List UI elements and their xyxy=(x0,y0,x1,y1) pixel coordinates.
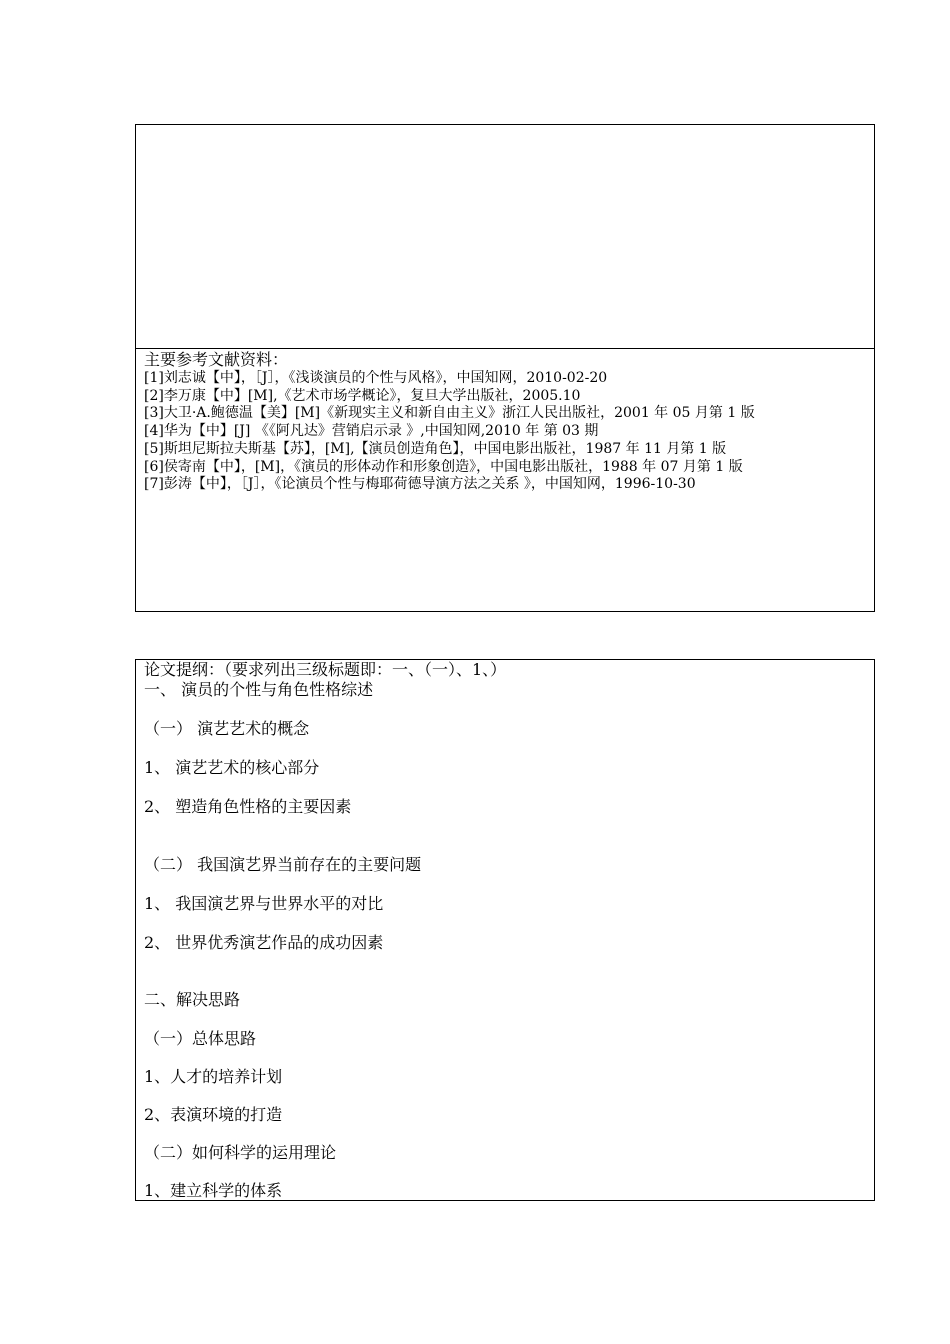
outline-level2: （一）总体思路 xyxy=(144,1029,257,1048)
reference-item: [4]华为【中】[J] 《《阿凡达》营销启示录 》,中国知网,2010 年 第 03 期 xyxy=(144,423,599,440)
outline-table xyxy=(135,659,875,1201)
outline-level3: 2、 世界优秀演艺作品的成功因素 xyxy=(144,933,384,952)
outline-level3: 1、 我国演艺界与世界水平的对比 xyxy=(144,894,384,913)
reference-item: [2]李万康【中】[M],《艺术市场学概论》，复旦大学出版社，2005.10 xyxy=(144,387,581,404)
outline-level3: 1、人才的培养计划 xyxy=(144,1067,283,1086)
outline-level1: 二、解决思路 xyxy=(144,990,241,1009)
outline-level2: （一） 演艺艺术的概念 xyxy=(144,719,310,738)
reference-item: [6]侯寄南【中】，[M]，《演员的形体动作和形象创造》，中国电影出版社，1988 年 07 月第 1 版 xyxy=(144,458,743,475)
outline-level3: 2、 塑造角色性格的主要因素 xyxy=(144,797,352,816)
reference-item: [3]大卫·A.鲍德温【美】[M]《新现实主义和新自由主义》浙江人民出版社，2001 年 05 月第 1 版 xyxy=(144,405,755,422)
reference-item: [7]彭涛【中】，［J］，《论演员个性与梅耶荷德导演方法之关系 》，中国知网，1996-10-30 xyxy=(144,476,696,493)
outline-level3: 1、建立科学的体系 xyxy=(144,1181,283,1200)
references-table xyxy=(135,124,875,612)
reference-item: [5]斯坦尼斯拉夫斯基【苏】，[M],【演员创造角色】，中国电影出版社，1987 年 11 月第 1 版 xyxy=(144,440,727,457)
references-cell xyxy=(136,349,874,611)
outline-level3: 2、表演环境的打造 xyxy=(144,1105,283,1124)
reference-item: [1]刘志诚【中】，［J］，《浅谈演员的个性与风格》，中国知网，2010-02-20 xyxy=(144,370,608,386)
empty-cell xyxy=(136,125,874,349)
outline-level2: （二） 我国演艺界当前存在的主要问题 xyxy=(144,855,422,874)
references-heading: 主要参考文献资料： xyxy=(144,350,289,369)
outline-level3: 1、 演艺艺术的核心部分 xyxy=(144,758,320,777)
outline-heading: 论文提纲：（要求列出三级标题即：一、（一）、1、） xyxy=(144,660,507,679)
outline-level2: （二）如何科学的运用理论 xyxy=(144,1143,337,1162)
outline-level1: 一、 演员的个性与角色性格综述 xyxy=(144,680,374,699)
